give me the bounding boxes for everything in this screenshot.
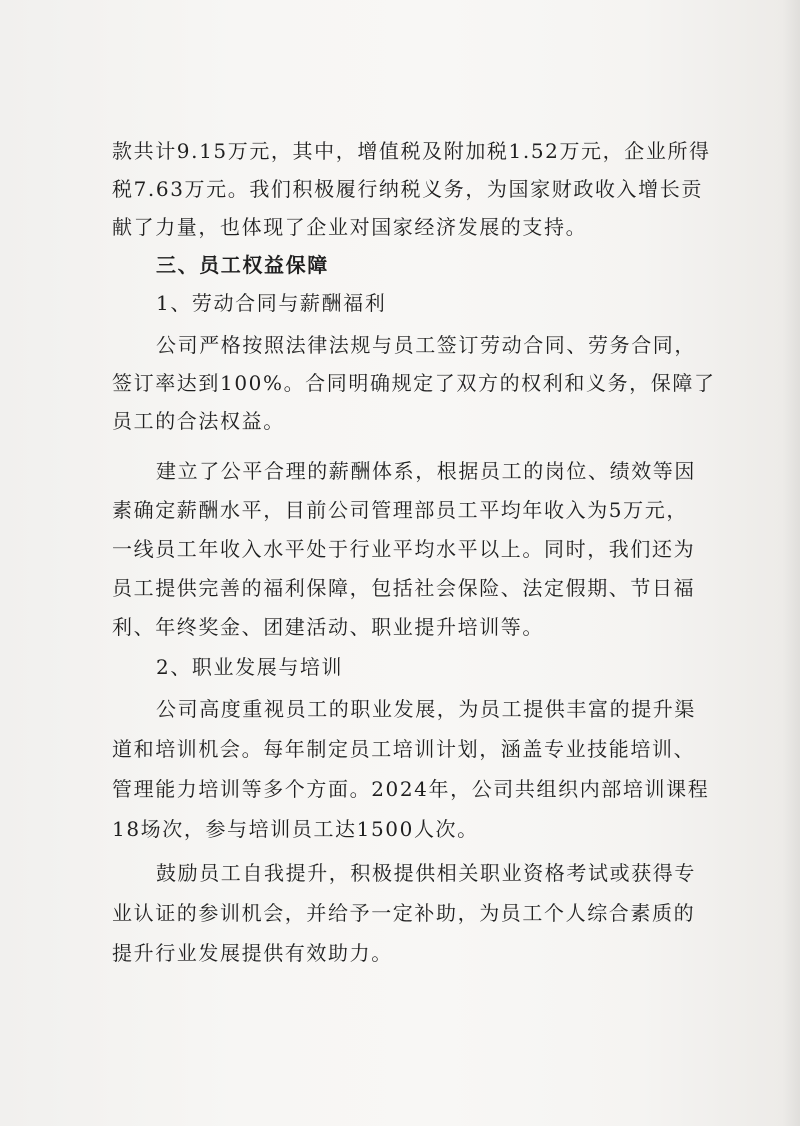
- paragraph-line: 素确定薪酬水平，目前公司管理部员工平均年收入为5万元，: [112, 498, 688, 522]
- paragraph-line: 一线员工年收入水平处于行业平均水平以上。同时，我们还为: [112, 537, 696, 561]
- subsection-heading: 1、劳动合同与薪酬福利: [156, 291, 387, 315]
- paragraph-line: 员工的合法权益。: [112, 409, 285, 433]
- paragraph-line: 公司高度重视员工的职业发展，为员工提供丰富的提升渠: [156, 697, 696, 721]
- paragraph-line: 签订率达到100%。合同明确规定了双方的权利和义务，保障了: [112, 371, 716, 395]
- paragraph-line: 建立了公平合理的薪酬体系，根据员工的岗位、绩效等因: [156, 459, 696, 483]
- text-line: 税7.63万元。我们积极履行纳税义务，为国家财政收入增长贡: [112, 177, 703, 201]
- paragraph-line: 管理能力培训等多个方面。2024年，公司共组织内部培训课程: [112, 777, 710, 801]
- paragraph-line: 18场次，参与培训员工达1500人次。: [112, 817, 479, 841]
- paragraph-line: 员工提供完善的福利保障，包括社会保险、法定假期、节日福: [112, 576, 696, 600]
- paragraph-line: 公司严格按照法律法规与员工签订劳动合同、劳务合同，: [156, 333, 696, 357]
- paragraph-line: 提升行业发展提供有效助力。: [112, 941, 393, 965]
- text-line: 献了力量，也体现了企业对国家经济发展的支持。: [112, 215, 588, 239]
- paragraph-line: 业认证的参训机会，并给予一定补助，为员工个人综合素质的: [112, 901, 696, 925]
- paragraph-line: 利、年终奖金、团建活动、职业提升培训等。: [112, 615, 544, 639]
- paragraph-line: 鼓励员工自我提升，积极提供相关职业资格考试或获得专: [156, 861, 696, 885]
- text-line: 款共计9.15万元，其中，增值税及附加税1.52万元，企业所得: [112, 139, 711, 163]
- paragraph-line: 道和培训机会。每年制定员工培训计划，涵盖专业技能培训、: [112, 737, 696, 761]
- subsection-heading: 2、职业发展与培训: [156, 655, 344, 679]
- section-heading: 三、员工权益保障: [156, 253, 329, 277]
- page-edge-shadow: [782, 0, 800, 1126]
